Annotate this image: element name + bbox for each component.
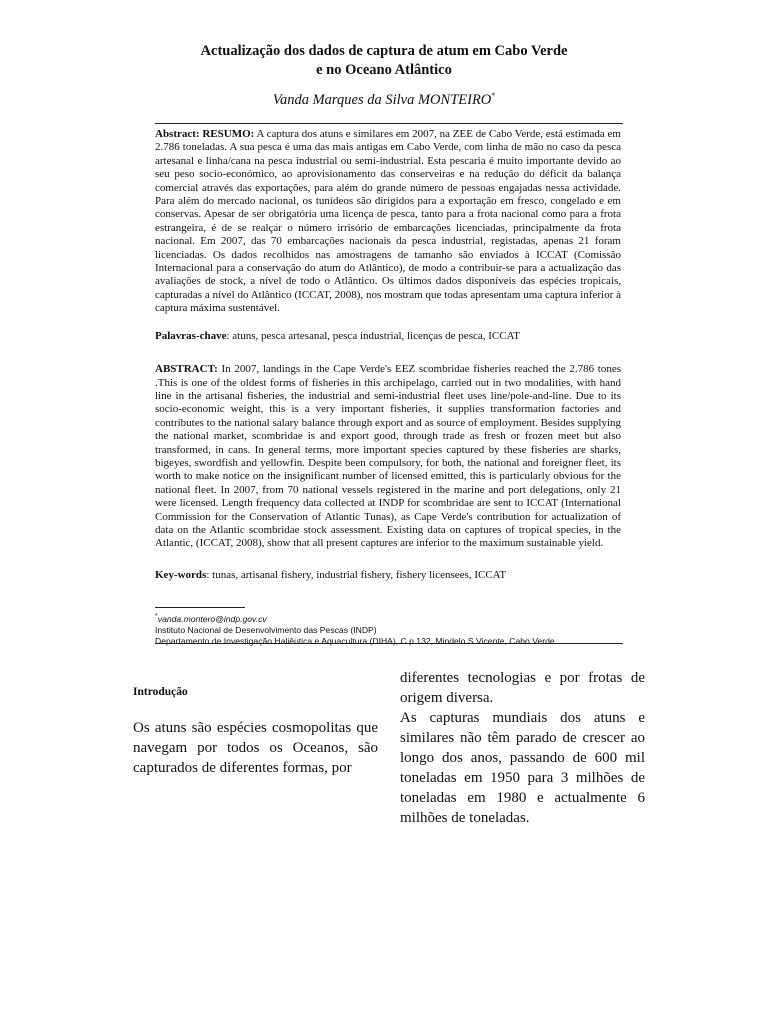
palavras-chave — [155, 330, 621, 343]
author-line — [150, 91, 618, 109]
footnote-institute: Instituto Nacional de Desenvolvimento das Pescas (INDP) — [155, 624, 377, 635]
palavras-chave-text: : atuns, pesca artesanal, pesca industrial, licenças de pesca, ICCAT — [226, 329, 521, 342]
intro-paragraph-right-2: As capturas mundiais dos atuns e similares não têm parado de crescer ao longo dos anos, passando de 600 mil toneladas em 1950 para 3 milhões de toneladas em 1980 e actualmente 6 milhões de toneladas. — [400, 710, 645, 826]
footnote-email: vanda.montero@indp.gov.cv — [157, 613, 267, 624]
author-footnote-marker: * — [491, 91, 496, 100]
key-words-text: : tunas, artisanal fishery, industrial fishery, fishery licensees, ICCAT — [206, 568, 507, 581]
abstract-text: In 2007, landings in the Cape Verde's EEZ scombridae fisheries reached the 2.786 tones .This is one of the oldest forms of fisheries in this archipelago, carried out in two modalities, with hand line in the artisanal fisheries, the industrial and semi-industrial fleet uses line/pole-and-line. Due to its socio-economic weight, this is a very important fisheries, it supplies transformation factories and contributes to the national salary balance through export and as source of employment. Besides supplying the national market, scombridae is and export good, through trade as fresh or frozen meet but also transformed, in cans. In general terms, more important species captured by these fisheries are sharks, bigeyes, swordfish and yellowfin. Despite been compulsory, for both, the national and foreigner fleet, its worth to make notice on the insignificant number of licensed emitted, this is particularly obvious for the national fleet. In 2007, from 70 national vessels registered in the marine and port delegations, only 21 were licensed. Length frequency data collected at INDP for scombridae are sent to ICCAT (International Commission for the Conservation of Atlantic Tunas), as Cape Verde's contribution for actualization of data on the Atlantic scombridae stock assessment. Existing data on captures of tropical species, in the Atlantic, (ICCAT, 2008), show that all present captures are inferior to the maximum sustainable yield. — [155, 363, 621, 550]
key-words — [155, 569, 621, 582]
resumo-paragraph — [155, 128, 621, 316]
footnote-marker: * — [155, 612, 158, 620]
section-heading-introducao: Introdução — [133, 686, 188, 698]
intro-paragraph-right-1: diferentes tecnologias e por frotas de origem diversa. — [400, 670, 645, 706]
intro-paragraph-left: Os atuns são espécies cosmopolitas que navegam por todos os Oceanos, são capturados de diferentes formas, por — [133, 720, 378, 776]
title-line-1: Actualização dos dados de captura de atum em Cabo Verde — [200, 43, 568, 59]
abstract-label: ABSTRACT: — [155, 363, 218, 376]
left-column — [133, 668, 378, 778]
footnote-rule — [155, 607, 245, 608]
abstract-bottom-rule — [155, 643, 623, 644]
abstract-top-rule — [155, 123, 623, 124]
footnotes — [155, 611, 623, 647]
paper-title — [150, 42, 618, 80]
title-line-2: e no Oceano Atlântico — [316, 62, 452, 78]
abstract-paragraph — [155, 363, 621, 551]
resumo-label: Abstract: RESUMO: — [155, 128, 255, 140]
palavras-chave-label: Palavras-chave — [155, 329, 227, 342]
key-words-label: Key-words — [155, 568, 207, 581]
abstract-block — [155, 128, 621, 582]
footnote-email-line — [155, 611, 623, 625]
resumo-text: A captura dos atuns e similares em 2007, na ZEE de Cabo Verde, está estimada em 2.786 toneladas. A sua pesca é uma das mais antigas em Cabo Verde, com linha de mão no caso da pesca artesanal e linha/cana na pesca industrial ou semi-industrial. Esta pescaria é muito importante devido ao seu peso socio-económico, ao aprovisionamento das conserveiras e na redução do déficit da balança comercial através das exportações, para além do grande número de pessoas engajadas nessa actividade. Para além do mercado nacional, os tunídeos são dirigidos para a exportação em fresco, congelado e em conservas. Apesar de ser obrigatória uma licença de pesca, tanto para a frota nacional como para a frota estrangeira, é de se realçar o número irrisório de embarcações licenciadas, principalmente da frota nacional. Em 2007, das 70 embarcações nacionais da pesca industrial, registadas, apenas 21 foram licenciadas. Os dados recolhidos nas amostragens de tamanho são enviados à ICCAT (Comissão Internacional para a conservação do atum do Atlântico), de modo a contribuir-se para a actualização das avaliações de stock, a nível de todo o Atlântico. Os últimos dados disponíveis das espécies tropicais, capturadas a nível do Atlântico (ICCAT, 2008), nos mostram que todas apresentam uma captura inferior à captura máxima sustentável. — [155, 128, 621, 315]
right-column — [400, 668, 645, 828]
author-name: Vanda Marques da Silva MONTEIRO — [272, 91, 492, 108]
footnote-department: Departamento de Investigação Haliêutica e Aquacultura (DIHA), C.p 132, Mindelo S.Vicente, Cabo Verde — [155, 635, 555, 646]
